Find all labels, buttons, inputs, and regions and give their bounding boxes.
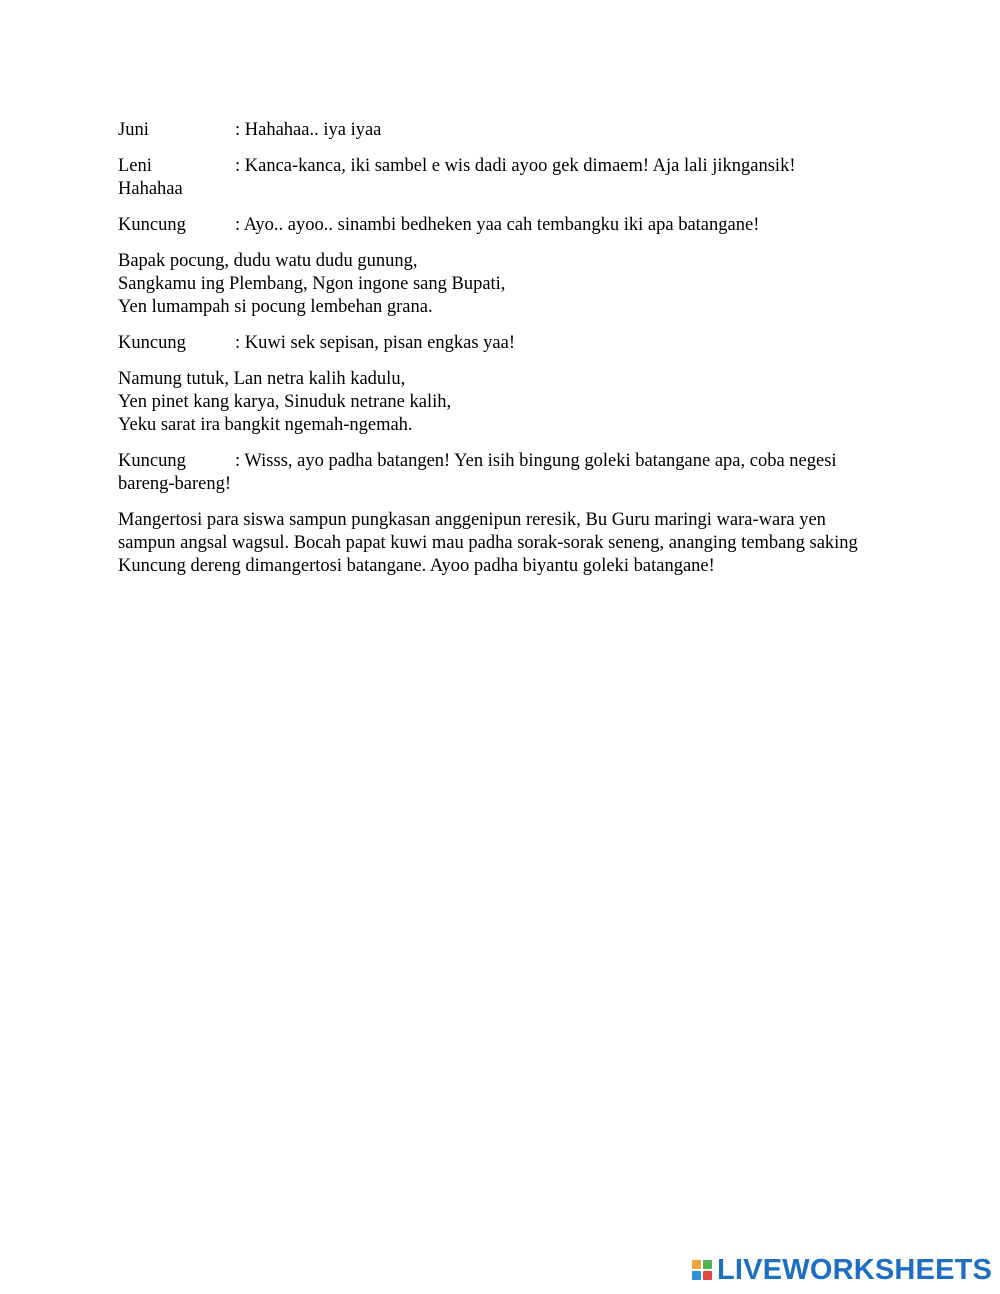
speaker-name: Leni: [118, 156, 152, 176]
dialogue-text: : Kanca-kanca, iki sambel e wis dadi ayoo gek dimaem! Aja lali jikngansik!: [235, 156, 796, 176]
dialogue-text: : Ayo.. ayoo.. sinambi bedheken yaa cah tembangku iki apa batangane!: [235, 215, 760, 235]
dialogue-line-juni: [118, 119, 888, 142]
liveworksheets-brand: [692, 1253, 992, 1287]
liveworksheets-logo-icon: [692, 1260, 712, 1280]
dialogue-line-kuncung-2: [118, 332, 888, 355]
verse-line: Yeku sarat ira bangkit ngemah-ngemah.: [118, 415, 413, 435]
speaker-name: Kuncung: [118, 451, 186, 471]
dialogue-text: : Kuwi sek sepisan, pisan engkas yaa!: [235, 333, 516, 353]
dialogue-line-kuncung-3: [118, 450, 888, 496]
document-body: [118, 119, 888, 591]
dialogue-line-leni: [118, 155, 888, 201]
speaker-name: Juni: [118, 120, 149, 140]
dialogue-text: : Hahahaa.. iya iyaa: [235, 120, 382, 140]
dialogue-continuation: bareng-bareng!: [118, 474, 231, 494]
speaker-name: Kuncung: [118, 215, 186, 235]
brand-name: LIVEWORKSHEETS: [717, 1253, 993, 1286]
verse-one: [118, 250, 888, 319]
verse-line: Namung tutuk, Lan netra kalih kadulu,: [118, 369, 406, 389]
dialogue-text: : Wisss, ayo padha batangen! Yen isih bingung goleki batangane apa, coba negesi: [235, 451, 837, 471]
dialogue-line-kuncung-1: [118, 214, 888, 237]
speaker-name: Kuncung: [118, 333, 186, 353]
verse-line: Yen pinet kang karya, Sinuduk netrane kalih,: [118, 392, 452, 412]
verse-two: [118, 368, 888, 437]
verse-line: Yen lumampah si pocung lembehan grana.: [118, 297, 433, 317]
dialogue-continuation: Hahahaa: [118, 179, 183, 199]
verse-line: Sangkamu ing Plembang, Ngon ingone sang Bupati,: [118, 274, 506, 294]
verse-line: Bapak pocung, dudu watu dudu gunung,: [118, 251, 418, 271]
closing-paragraph: Mangertosi para siswa sampun pungkasan anggenipun reresik, Bu Guru maringi wara-wara yen sampun angsal wagsul. Bocah papat kuwi mau padha sorak-sorak seneng, ananging tembang saking Kuncung dereng dimangertosi batangane. Ayoo padha biyantu goleki batangane!: [118, 510, 858, 576]
